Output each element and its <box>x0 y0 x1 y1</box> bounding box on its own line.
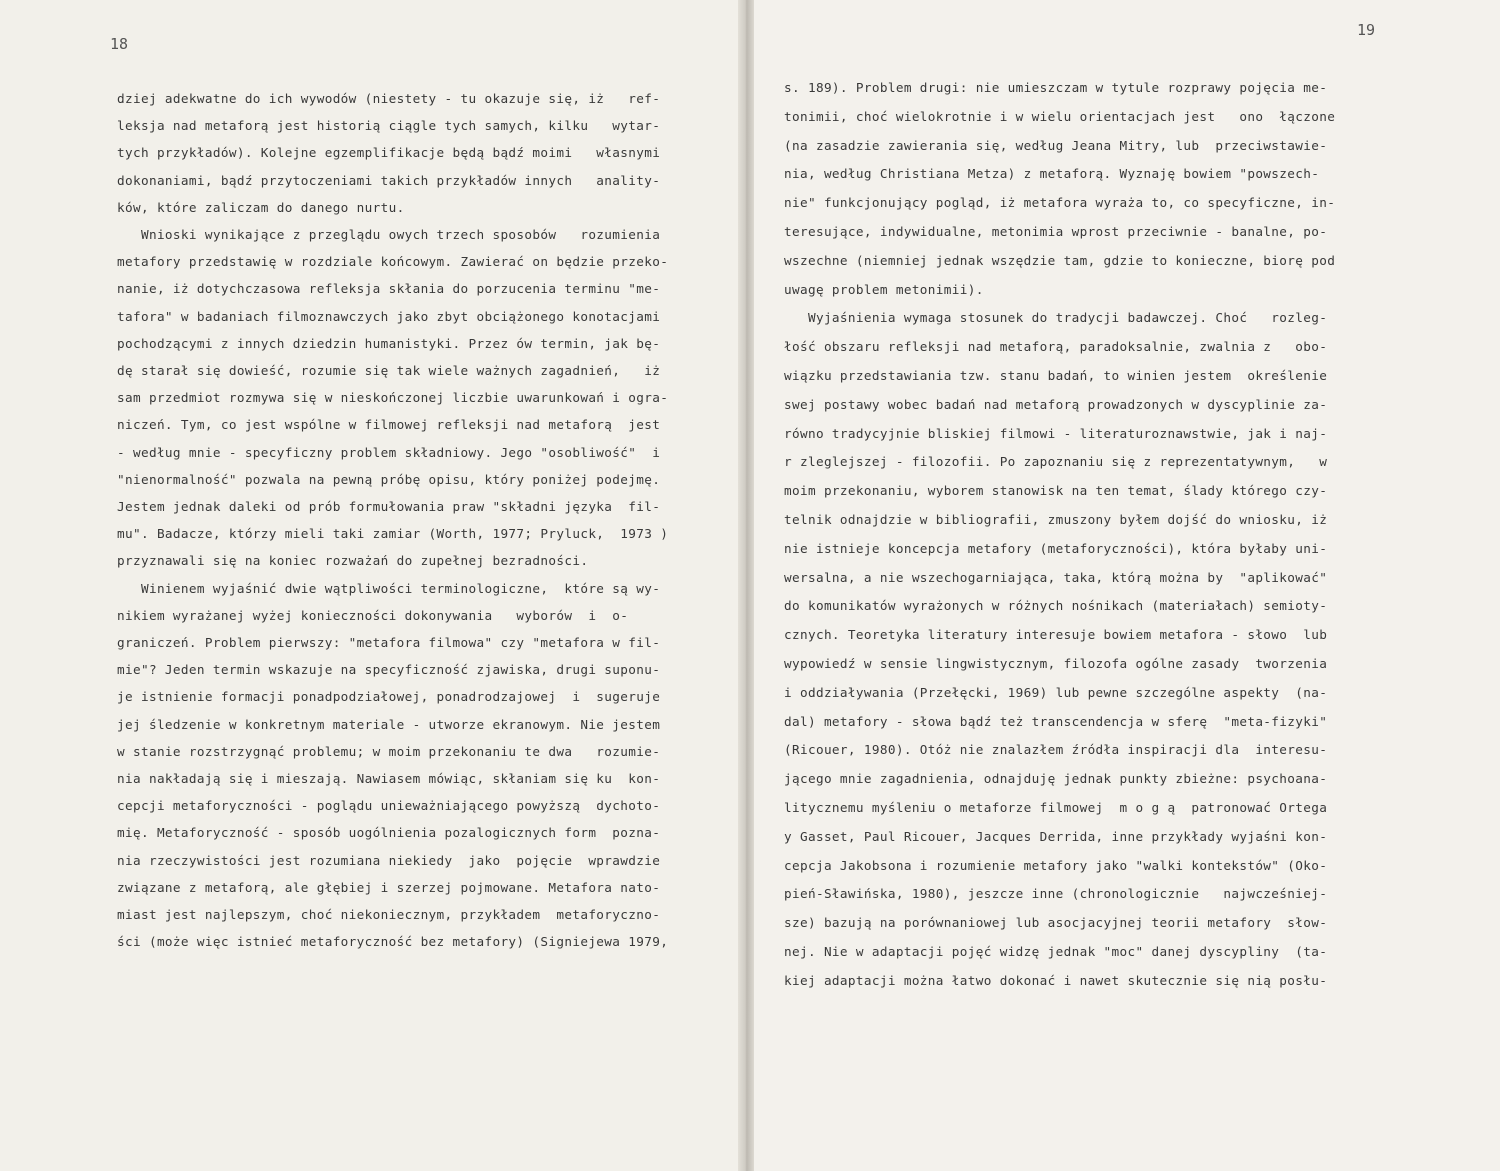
text-line: graniczeń. Problem pierwszy: "metafora filmowa" czy "metafora w fil- <box>117 635 661 650</box>
right-page <box>754 0 1500 1171</box>
text-line: - według mnie - specyficzny problem składniowy. Jego "osobliwość" i <box>117 444 661 460</box>
text-line: metafory przedstawię w rozdziale końcowym. Zawierać on będzie przeko- <box>117 254 669 270</box>
text-line: nej. Nie w adaptacji pojęć widzę jednak "moc" danej dyscypliny (ta- <box>784 944 1328 959</box>
text-line: nikiem wyrażanej wyżej konieczności dokonywania wyborów i o- <box>117 607 629 623</box>
text-line: pochodzącymi z innych dziedzin humanistyki. Przez ów termin, jak bę- <box>117 335 661 351</box>
text-line: wszechne (niemniej jednak wszędzie tam, gdzie to konieczne, biorę pod <box>784 252 1336 268</box>
text-line: wiązku przedstawiania tzw. stanu badań, to winien jestem określenie <box>784 368 1328 383</box>
text-line: i oddziaływania (Przełęcki, 1969) lub pewne szczególne aspekty (na- <box>784 684 1328 700</box>
text-line: pień-Sławińska, 1980), jeszcze inne (chronologicznie najwcześniej- <box>784 886 1328 902</box>
text-line: dę starał się dowieść, rozumie się tak wiele ważnych zagadnień, iż <box>117 363 661 378</box>
text-line: Winienem wyjaśnić dwie wątpliwości terminologiczne, które są wy- <box>117 580 661 596</box>
text-line: dziej adekwatne do ich wywodów (niestety - tu okazuje się, iż ref- <box>117 91 661 106</box>
text-line: nia, według Christiana Metza) z metaforą. Wyznaję bowiem "powszech- <box>784 166 1320 182</box>
text-line: do komunikatów wyrażonych w różnych nośnikach (materiałach) semioty- <box>784 598 1328 614</box>
text-line: nia rzeczywistości jest rozumiana niekiedy jako pojęcie wprawdzie <box>117 852 661 868</box>
text-line: Wyjaśnienia wymaga stosunek do tradycji badawczej. Choć rozleg- <box>784 310 1328 326</box>
text-line: w stanie rozstrzygnąć problemu; w moim przekonaniu te dwa rozumie- <box>117 743 661 759</box>
text-line: związane z metaforą, ale głębiej i szerzej pojmowane. Metafora nato- <box>117 879 661 895</box>
text-line: kiej adaptacji można łatwo dokonać i nawet skutecznie się nią posłu- <box>784 972 1328 988</box>
text-line: dal) metafory - słowa bądź też transcendencja w sferę "meta-fizyki" <box>784 713 1328 729</box>
text-line: miast jest najlepszym, choć niekoniecznym, przykładem metaforyczno- <box>117 907 661 922</box>
page-number: 19 <box>1357 21 1376 39</box>
text-line: nanie, iż dotychczasowa refleksja skłania do porzucenia terminu "me- <box>117 281 661 297</box>
text-line: r zleglejszej - filozofii. Po zapoznaniu się z reprezentatywnym, w <box>784 454 1328 470</box>
text-line: niczeń. Tym, co jest wspólne w filmowej refleksji nad metaforą jest <box>117 417 661 433</box>
text-line: swej postawy wobec badań nad metaforą prowadzonych w dyscyplinie za- <box>784 396 1328 412</box>
text-line: jącego mnie zagadnienia, odnajduję jednak punkty zbieżne: psychoana- <box>784 771 1328 787</box>
text-line: nie" funkcjonujący pogląd, iż metafora wyraża to, co specyficzne, in- <box>784 195 1336 211</box>
text-line: ków, które zaliczam do danego nurtu. <box>117 199 405 215</box>
text-line: s. 189). Problem drugi: nie umieszczam w tytule rozprawy pojęcia me- <box>784 80 1328 95</box>
text-line: sam przedmiot rozmywa się w nieskończonej liczbie uwarunkowań i ogra- <box>117 390 669 406</box>
text-line: telnik odnajdzie w bibliografii, zmuszony byłem dojść do wniosku, iż <box>784 512 1328 527</box>
text-line: cepcja Jakobsona i rozumienie metafory jako "walki kontekstów" (Oko- <box>784 857 1328 873</box>
text-line: tonimii, choć wielokrotnie i w wielu orientacjach jest ono łączone <box>784 108 1336 124</box>
text-line: sze) bazują na porównaniowej lub asocjacyjnej teorii metafory słow- <box>784 915 1328 931</box>
text-line: przyznawali się na koniec rozważań do zupełnej bezradności. <box>117 553 589 569</box>
text-line: "nienormalność" pozwala na pewną próbę opisu, który poniżej podejmę. <box>117 471 661 487</box>
text-line: ści (może więc istnieć metaforyczność bez metafory) (Signiejewa 1979, <box>117 934 669 950</box>
text-line: cepcji metaforyczności - poglądu unieważniającego powyższą dychoto- <box>117 798 661 814</box>
text-line: mie"? Jeden termin wskazuje na specyficzność zjawiska, drugi suponu- <box>117 662 661 678</box>
book-gutter <box>738 0 754 1171</box>
text-line: mię. Metaforyczność - sposób uogólnienia pozalogicznych form pozna- <box>117 825 661 841</box>
text-line: tafora" w badaniach filmoznawczych jako zbyt obciążonego konotacjami <box>117 308 661 324</box>
text-line: moim przekonaniu, wyborem stanowisk na ten temat, ślady którego czy- <box>784 483 1328 499</box>
text-line: wersalna, a nie wszechogarniająca, taka, którą można by "aplikować" <box>784 569 1328 585</box>
text-line: równo tradycyjnie bliskiej filmowi - literaturoznawstwie, jak i naj- <box>784 425 1328 441</box>
text-line: dokonaniami, bądź przytoczeniami takich przykładów innych anality- <box>117 172 661 188</box>
text-line: Jestem jednak daleki od prób formułowania praw "składni języka fil- <box>117 499 661 514</box>
text-line: uwagę problem metonimii). <box>784 281 984 297</box>
text-line: łość obszaru refleksji nad metaforą, paradoksalnie, zwalnia z obo- <box>784 339 1328 355</box>
text-line: je istnienie formacji ponadpodziałowej, ponadrodzajowej i sugeruje <box>117 689 661 705</box>
text-line: jej śledzenie w konkretnym materiale - utworze ekranowym. Nie jestem <box>117 716 661 732</box>
text-line: wypowiedź w sensie lingwistycznym, filozofa ogólne zasady tworzenia <box>784 656 1328 671</box>
text-line: nia nakładają się i mieszają. Nawiasem mówiąc, skłaniam się ku kon- <box>117 771 661 786</box>
text-line: litycznemu myśleniu o metaforze filmowej m o g ą patronować Ortega <box>784 800 1328 815</box>
text-line: nie istnieje koncepcja metafory (metaforyczności), która byłaby uni- <box>784 540 1328 556</box>
text-line: cznych. Teoretyka literatury interesuje bowiem metafora - słowo lub <box>784 627 1328 643</box>
text-line: leksja nad metaforą jest historią ciągle tych samych, kilku wytar- <box>117 118 661 134</box>
text-line: tych przykładów). Kolejne egzemplifikacje będą bądź moimi własnymi <box>117 145 661 161</box>
text-line: y Gasset, Paul Ricouer, Jacques Derrida, inne przykłady wyjaśni kon- <box>784 828 1328 844</box>
page-number: 18 <box>110 35 129 53</box>
left-page <box>0 0 738 1171</box>
text-line: teresujące, indywidualne, metonimia wprost przeciwnie - banalne, po- <box>784 224 1328 239</box>
text-line: mu". Badacze, którzy mieli taki zamiar (Worth, 1977; Pryluck, 1973 ) <box>117 526 669 542</box>
text-line: (Ricouer, 1980). Otóż nie znalazłem źródła inspiracji dla interesu- <box>784 742 1328 758</box>
text-line: (na zasadzie zawierania się, według Jeana Mitry, lub przeciwstawie- <box>784 137 1328 153</box>
text-line: Wnioski wynikające z przeglądu owych trzech sposobów rozumienia <box>117 227 661 242</box>
